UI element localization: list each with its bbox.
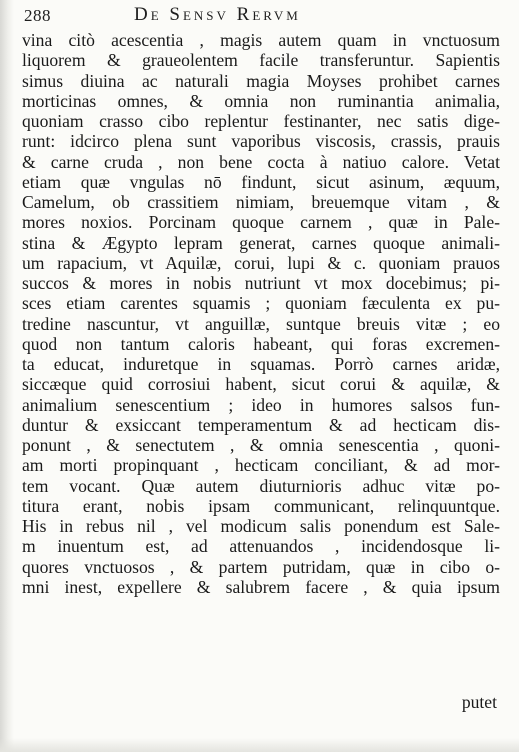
text-line: vina citò acescentia , magis autem quam in vnctuosum	[22, 30, 500, 50]
text-line: tem vocant. Quæ autem diuturnioris adhuc vitæ po-	[22, 475, 500, 496]
text-line: quores vnctuosos , & partem putridam, quæ in cibo o-	[22, 556, 500, 577]
page-number: 288	[24, 6, 51, 25]
body-text	[22, 30, 500, 597]
text-line: Camelum, ob crassitiem nimiam, breuemque vitam , &	[22, 192, 500, 212]
text-line: quod non tantum caloris habeant, qui foras excremen-	[22, 333, 500, 354]
text-line: m inuentum est, ad attenuandos , incidendosque li-	[22, 536, 500, 557]
text-line: titura erant, nobis ipsam communicant, relinquuntque.	[22, 495, 500, 516]
text-line: um rapacium, vt Aquilæ, corui, lupi & c. quoniam prauos	[22, 252, 500, 273]
text-line: His in rebus nil , vel modicum salis ponendum est Sale-	[22, 516, 500, 536]
text-line: mni inest, expellere & salubrem facere , & quia ipsum	[22, 576, 500, 597]
text-line: & carne cruda , non bene cocta à natiuo calore. Vetat	[22, 151, 500, 172]
text-line: morticinas omnes, & omnia non ruminantia animalia,	[22, 90, 500, 111]
text-line: ta educat, induretque in squamas. Porrò carnes aridæ,	[22, 354, 500, 374]
running-title: De Sensv Rervm	[134, 4, 301, 25]
text-line: animalium senescentium ; ideo in humores salsos fun-	[22, 394, 500, 415]
text-line: liquorem & graueolentem facile transferuntur. Sapientis	[22, 50, 500, 71]
catchword: putet	[461, 692, 497, 712]
text-line: am morti propinquant , hecticam conciliant, & ad mor-	[22, 455, 500, 476]
page-bottom-shadow	[0, 738, 519, 752]
page-gutter-shadow	[0, 0, 14, 752]
text-line: ponunt , & senectutem , & omnia senescentia , quoni-	[22, 435, 500, 455]
text-line: tredine nascuntur, vt anguillæ, suntque breuis vitæ ; eo	[22, 313, 500, 334]
text-line: sces etiam carentes squamis ; quoniam fæculenta ex pu-	[22, 293, 500, 314]
text-line: etiam quæ vngulas nō findunt, sicut asinum, æquum,	[22, 171, 500, 192]
text-line: stina & Ægypto lepram generat, carnes quoque animali-	[22, 232, 500, 253]
text-line: runt: idcirco plena sunt vaporibus viscosis, crassis, prauis	[22, 131, 500, 152]
text-line: duntur & exsiccant temperamentum & ad hecticam dis-	[22, 414, 500, 435]
text-line: simus diuina ac naturali magia Moyses prohibet carnes	[22, 70, 500, 91]
page-header	[24, 4, 494, 26]
text-line: quoniam crasso cibo replentur festinanter, nec satis dige-	[22, 111, 500, 131]
text-line: siccæque quid corrosiui habent, sicut corui & aquilæ, &	[22, 374, 500, 395]
text-line: succos & mores in nobis nutriunt vt mox docebimus; pi-	[22, 273, 500, 293]
text-line: mores noxios. Porcinam quoque carnem , quæ in Pale-	[22, 212, 500, 233]
